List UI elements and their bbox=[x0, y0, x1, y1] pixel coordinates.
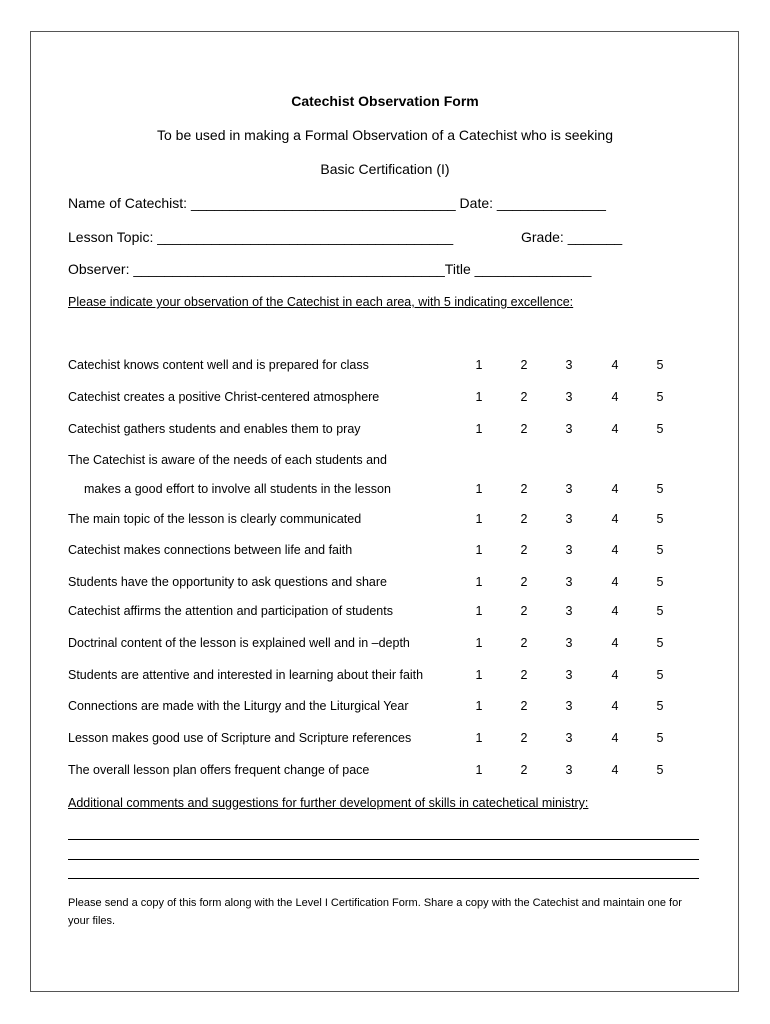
form-subtitle-line1: To be used in making a Formal Observation of a Catechist who is seeking bbox=[156, 127, 613, 143]
rating-option-4[interactable]: 4 bbox=[611, 604, 619, 618]
rating-option-5[interactable]: 5 bbox=[656, 575, 664, 589]
rating-option-4[interactable]: 4 bbox=[611, 390, 619, 404]
rating-option-2[interactable]: 2 bbox=[520, 512, 528, 526]
rating-option-2[interactable]: 2 bbox=[520, 422, 528, 436]
rating-option-5[interactable]: 5 bbox=[656, 390, 664, 404]
criterion-label: Connections are made with the Liturgy and the Liturgical Year bbox=[68, 699, 409, 713]
rating-option-1[interactable]: 1 bbox=[475, 604, 483, 618]
criterion-label: Students are attentive and interested in learning about their faith bbox=[68, 668, 424, 682]
rating-option-2[interactable]: 2 bbox=[520, 482, 528, 496]
rating-option-2[interactable]: 2 bbox=[520, 604, 528, 618]
rating-option-2[interactable]: 2 bbox=[520, 636, 528, 650]
rating-option-5[interactable]: 5 bbox=[656, 422, 664, 436]
comments-heading: Additional comments and suggestions for further development of skills in catechetical ministry: bbox=[68, 796, 589, 810]
criterion-label: The main topic of the lesson is clearly communicated bbox=[68, 512, 362, 526]
criterion-label: Catechist gathers students and enables them to pray bbox=[68, 422, 361, 436]
rating-option-1[interactable]: 1 bbox=[475, 636, 483, 650]
observer-title-field[interactable]: Observer: ________________________________________Title _______________ bbox=[68, 261, 592, 277]
footer-instructions: Please send a copy of this form along with the Level I Certification Form. Share a copy with the Catechist and maintain one for your files. bbox=[68, 897, 682, 927]
rating-option-5[interactable]: 5 bbox=[656, 543, 664, 557]
rating-option-5[interactable]: 5 bbox=[656, 699, 664, 713]
rating-instruction: Please indicate your observation of the Catechist in each area, with 5 indicating excellence: bbox=[68, 295, 574, 309]
rating-option-5[interactable]: 5 bbox=[656, 636, 664, 650]
rating-option-1[interactable]: 1 bbox=[475, 422, 483, 436]
rating-option-3[interactable]: 3 bbox=[565, 731, 573, 745]
criterion-label: Catechist affirms the attention and participation of students bbox=[68, 604, 393, 618]
rating-option-2[interactable]: 2 bbox=[520, 668, 528, 682]
rating-option-5[interactable]: 5 bbox=[656, 358, 664, 372]
rating-option-3[interactable]: 3 bbox=[565, 668, 573, 682]
catechist-name-date-field[interactable]: Name of Catechist: __________________________________ Date: ______________ bbox=[68, 195, 606, 211]
rating-option-4[interactable]: 4 bbox=[611, 512, 619, 526]
rating-option-1[interactable]: 1 bbox=[475, 763, 483, 777]
rating-option-2[interactable]: 2 bbox=[520, 763, 528, 777]
rating-option-3[interactable]: 3 bbox=[565, 699, 573, 713]
form-title: Catechist Observation Form bbox=[291, 93, 479, 109]
rating-option-5[interactable]: 5 bbox=[656, 482, 664, 496]
rating-option-5[interactable]: 5 bbox=[656, 668, 664, 682]
rating-option-3[interactable]: 3 bbox=[565, 543, 573, 557]
rating-option-4[interactable]: 4 bbox=[611, 422, 619, 436]
rating-option-3[interactable]: 3 bbox=[565, 763, 573, 777]
rating-option-5[interactable]: 5 bbox=[656, 763, 664, 777]
rating-option-2[interactable]: 2 bbox=[520, 699, 528, 713]
rating-option-4[interactable]: 4 bbox=[611, 482, 619, 496]
criterion-label: Catechist knows content well and is prepared for class bbox=[68, 358, 369, 372]
rating-option-1[interactable]: 1 bbox=[475, 731, 483, 745]
rating-option-1[interactable]: 1 bbox=[475, 699, 483, 713]
rating-option-3[interactable]: 3 bbox=[565, 482, 573, 496]
rating-option-5[interactable]: 5 bbox=[656, 731, 664, 745]
criterion-label: Catechist creates a positive Christ-centered atmosphere bbox=[68, 390, 380, 404]
rating-option-2[interactable]: 2 bbox=[520, 390, 528, 404]
rating-option-5[interactable]: 5 bbox=[656, 604, 664, 618]
rating-option-3[interactable]: 3 bbox=[565, 422, 573, 436]
rating-option-2[interactable]: 2 bbox=[520, 543, 528, 557]
rating-option-4[interactable]: 4 bbox=[611, 763, 619, 777]
grade-field[interactable]: Grade: _______ bbox=[521, 229, 623, 245]
rating-option-3[interactable]: 3 bbox=[565, 512, 573, 526]
rating-option-1[interactable]: 1 bbox=[475, 358, 483, 372]
rating-option-1[interactable]: 1 bbox=[475, 668, 483, 682]
rating-option-1[interactable]: 1 bbox=[475, 482, 483, 496]
rating-option-3[interactable]: 3 bbox=[565, 604, 573, 618]
rating-option-1[interactable]: 1 bbox=[475, 390, 483, 404]
lesson-topic-field[interactable]: Lesson Topic: ______________________________________ bbox=[68, 229, 454, 245]
rating-option-3[interactable]: 3 bbox=[565, 390, 573, 404]
rating-option-4[interactable]: 4 bbox=[611, 699, 619, 713]
rating-option-1[interactable]: 1 bbox=[475, 575, 483, 589]
rating-option-4[interactable]: 4 bbox=[611, 731, 619, 745]
comment-line[interactable] bbox=[68, 878, 699, 879]
rating-option-3[interactable]: 3 bbox=[565, 636, 573, 650]
criterion-label: Doctrinal content of the lesson is explained well and in –depth bbox=[68, 636, 410, 650]
rating-option-1[interactable]: 1 bbox=[475, 512, 483, 526]
comment-line[interactable] bbox=[68, 859, 699, 860]
rating-option-2[interactable]: 2 bbox=[520, 575, 528, 589]
comment-line[interactable] bbox=[68, 839, 699, 840]
rating-option-4[interactable]: 4 bbox=[611, 575, 619, 589]
rating-option-2[interactable]: 2 bbox=[520, 731, 528, 745]
rating-option-3[interactable]: 3 bbox=[565, 358, 573, 372]
rating-option-1[interactable]: 1 bbox=[475, 543, 483, 557]
rating-option-4[interactable]: 4 bbox=[611, 358, 619, 372]
criterion-label: Catechist makes connections between life and faith bbox=[68, 543, 353, 557]
rating-option-2[interactable]: 2 bbox=[520, 358, 528, 372]
criterion-label: The Catechist is aware of the needs of each students and bbox=[68, 453, 387, 467]
rating-option-4[interactable]: 4 bbox=[611, 543, 619, 557]
rating-option-4[interactable]: 4 bbox=[611, 636, 619, 650]
form-subtitle-line2: Basic Certification (I) bbox=[320, 161, 450, 177]
rating-option-3[interactable]: 3 bbox=[565, 575, 573, 589]
criterion-label: The overall lesson plan offers frequent change of pace bbox=[68, 763, 370, 777]
criterion-label: Lesson makes good use of Scripture and Scripture references bbox=[68, 731, 412, 745]
criterion-label: Students have the opportunity to ask questions and share bbox=[68, 575, 387, 589]
criterion-label-continuation: makes a good effort to involve all students in the lesson bbox=[84, 482, 391, 496]
rating-option-5[interactable]: 5 bbox=[656, 512, 664, 526]
rating-option-4[interactable]: 4 bbox=[611, 668, 619, 682]
